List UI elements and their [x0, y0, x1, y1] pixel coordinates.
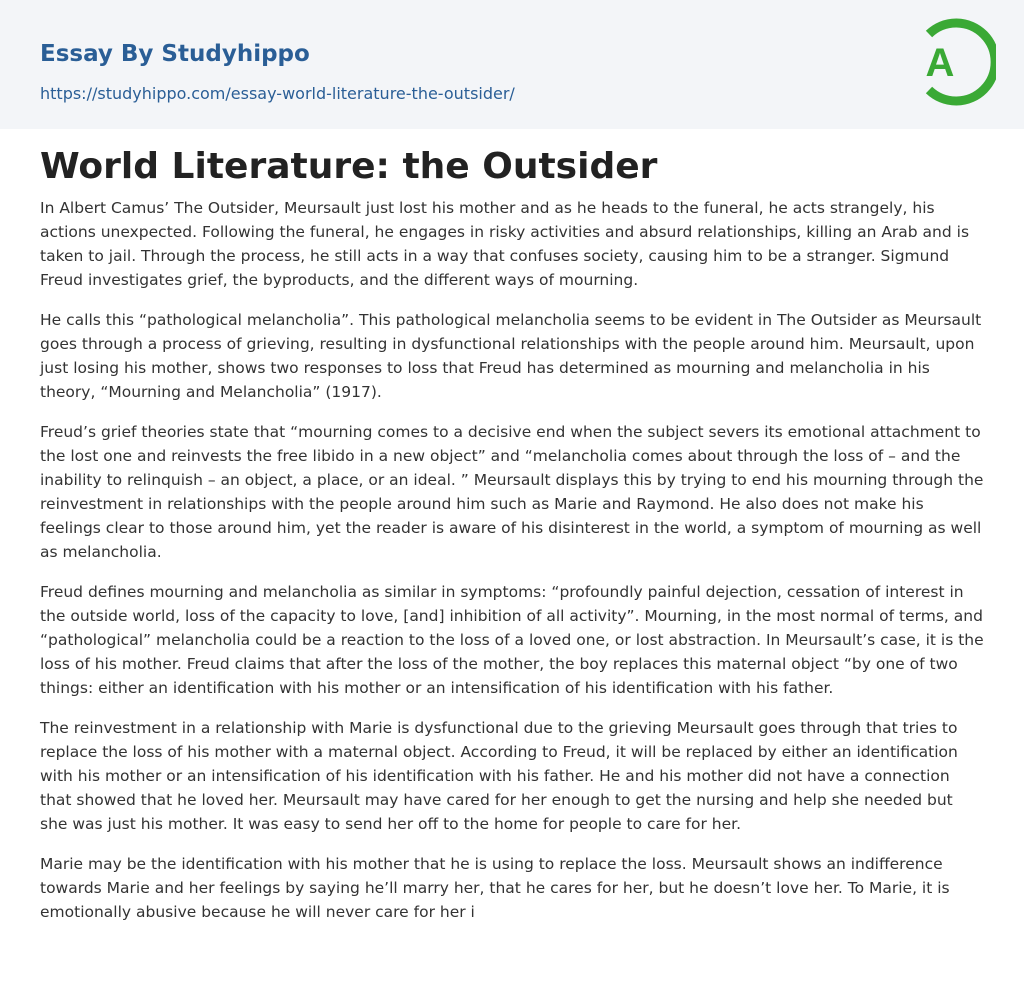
essay-paragraph: Marie may be the identification with his mother that he is using to replace the loss. Meursault shows an indifference towards Marie and her feelings by saying he’ll marry her, that he cares for her, but he doesn’t love her. To Marie, it is emotionally abusive because he will never care for her i	[40, 855, 950, 921]
essay-paragraph: Freud’s grief theories state that “mourning comes to a decisive end when the subject severs its emotional attachment to the lost one and reinvests the free libido in a new object” and “melancholia comes about through the loss of – and the inability to relinquish – an object, a place, or an ideal. ” Meursault displays this by trying to end his mourning through the reinvestment in relationships with the people around him such as Marie and Raymond. He also does not make his feelings clear to those around him, yet the reader is aware of his disinterest in the world, a symptom of mourning as well as melancholia.	[40, 423, 984, 561]
brand-title[interactable]: Essay By Studyhippo	[40, 41, 310, 67]
site-header	[0, 0, 1024, 129]
essay-url-link[interactable]: https://studyhippo.com/essay-world-literature-the-outsider/	[40, 84, 515, 103]
studyhippo-logo-icon[interactable]	[904, 14, 996, 110]
essay-paragraph: In Albert Camus’ The Outsider, Meursault just lost his mother and as he heads to the funeral, he acts strangely, his actions unexpected. Following the funeral, he engages in risky activities and absurd relationships, killing an Arab and is taken to jail. Through the process, he still acts in a way that confuses society, causing him to be a stranger. Sigmund Freud investigates grief, the byproducts, and the different ways of mourning.	[40, 199, 970, 289]
essay-paragraph: The reinvestment in a relationship with Marie is dysfunctional due to the grieving Meursault goes through that tries to replace the loss of his mother with a maternal object. According to Freud, it will be replaced by either an identification with his mother or an intensification of his identification with his father. He and his mother did not have a connection that showed that he loved her. Meursault may have cared for her enough to get the nursing and help she needed but she was just his mother. It was easy to send her off to the home for people to care for her.	[40, 719, 958, 833]
essay-article	[40, 142, 984, 940]
logo-letter: A	[925, 41, 955, 85]
essay-title: World Literature: the Outsider	[40, 146, 658, 187]
essay-paragraph: He calls this “pathological melancholia”. This pathological melancholia seems to be evident in The Outsider as Meursault goes through a process of grieving, resulting in dysfunctional relationships with the people around him. Meursault, upon just losing his mother, shows two responses to loss that Freud has determined as mourning and melancholia in his theory, “Mourning and Melancholia” (1917).	[40, 311, 982, 401]
essay-paragraph: Freud defines mourning and melancholia as similar in symptoms: “profoundly painful dejection, cessation of interest in the outside world, loss of the capacity to love, [and] inhibition of all activity”. Mourning, in the most normal of terms, and “pathological” melancholia could be a reaction to the loss of a loved one, or lost abstraction. In Meursault’s case, it is the loss of his mother. Freud claims that after the loss of the mother, the boy replaces this maternal object “by one of two things: either an identification with his mother or an intensification of his identification with his father.	[40, 583, 984, 697]
